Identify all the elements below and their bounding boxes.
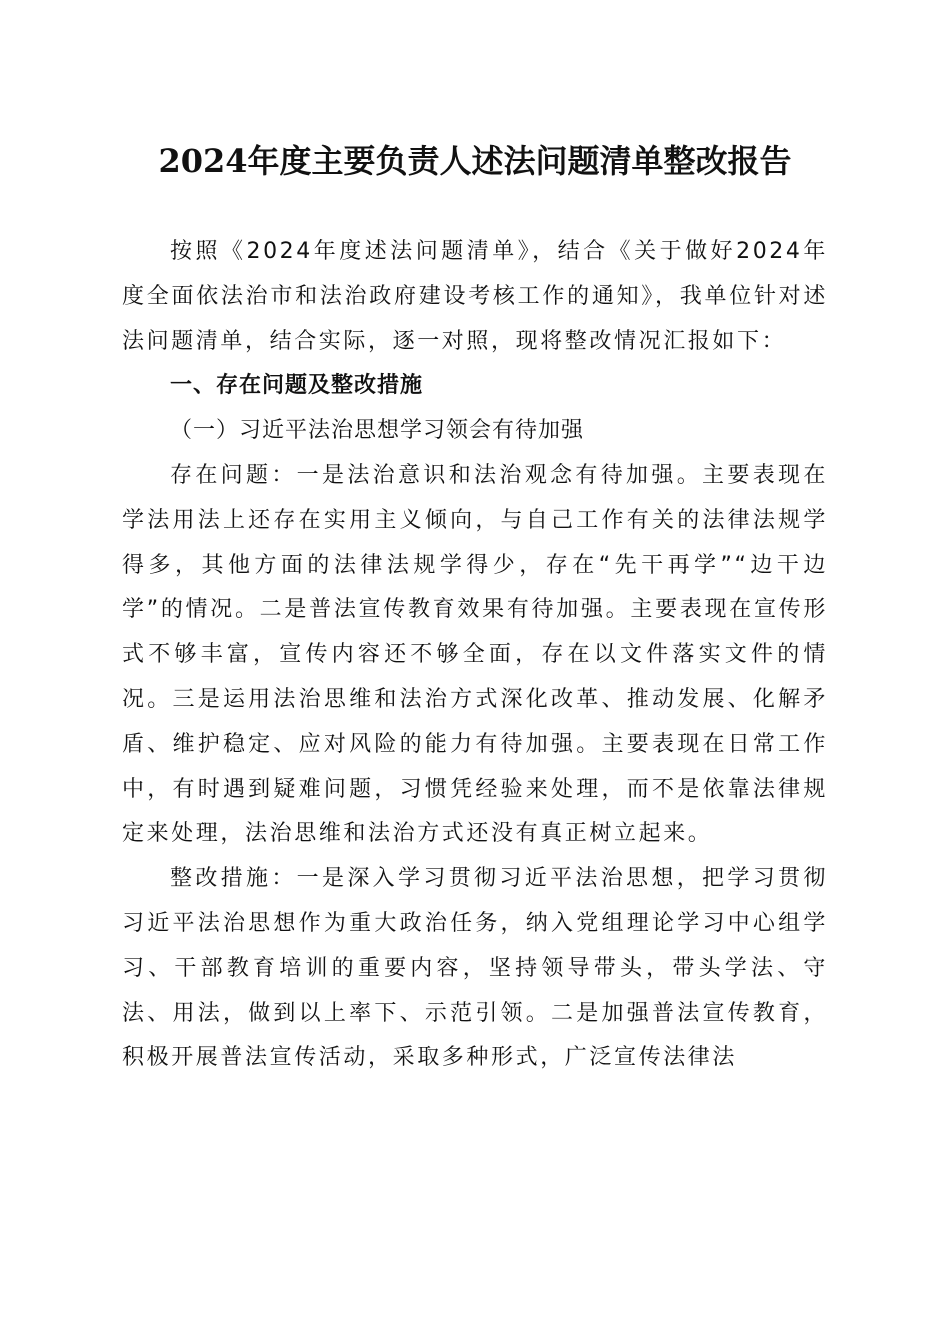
document-body bbox=[122, 230, 828, 1081]
subsection-heading: （一）习近平法治思想学习领会有待加强 bbox=[170, 418, 585, 444]
intro-paragraph: 按照《2024年度述法问题清单》，结合《关于做好2024年度全面依法治市和法治政府建设考核工作的通知》，我单位针对述法问题清单，结合实际，逐一对照，现将整改情况汇报如下： bbox=[122, 239, 828, 354]
measures-paragraph: 整改措施：一是深入学习贯彻习近平法治思想，把学习贯彻习近平法治思想作为重大政治任务，纳入党组理论学习中心组学习、干部教育培训的重要内容，坚持领导带头，带头学法、守法、用法，做到以上率下、示范引领。二是加强普法宣传教育，积极开展普法宣传活动，采取多种形式，广泛宣传法律法 bbox=[122, 866, 828, 1071]
problems-paragraph: 存在问题：一是法治意识和法治观念有待加强。主要表现在学法用法上还存在实用主义倾向，与自己工作有关的法律法规学得多，其他方面的法律法规学得少，存在“先干再学”“边干边学”的情况。二是普法宣传教育效果有待加强。主要表现在宣传形式不够丰富，宣传内容还不够全面，存在以文件落实文件的情况。三是运用法治思维和法治方式深化改革、推动发展、化解矛盾、维护稳定、应对风险的能力有待加强。主要表现在日常工作中，有时遇到疑难问题，习惯凭经验来处理，而不是依靠法律规定来处理，法治思维和法治方式还没有真正树立起来。 bbox=[122, 462, 828, 847]
section-heading: 一、存在问题及整改措施 bbox=[170, 373, 424, 399]
document-title: 2024年度主要负责人述法问题清单整改报告 bbox=[158, 142, 792, 180]
